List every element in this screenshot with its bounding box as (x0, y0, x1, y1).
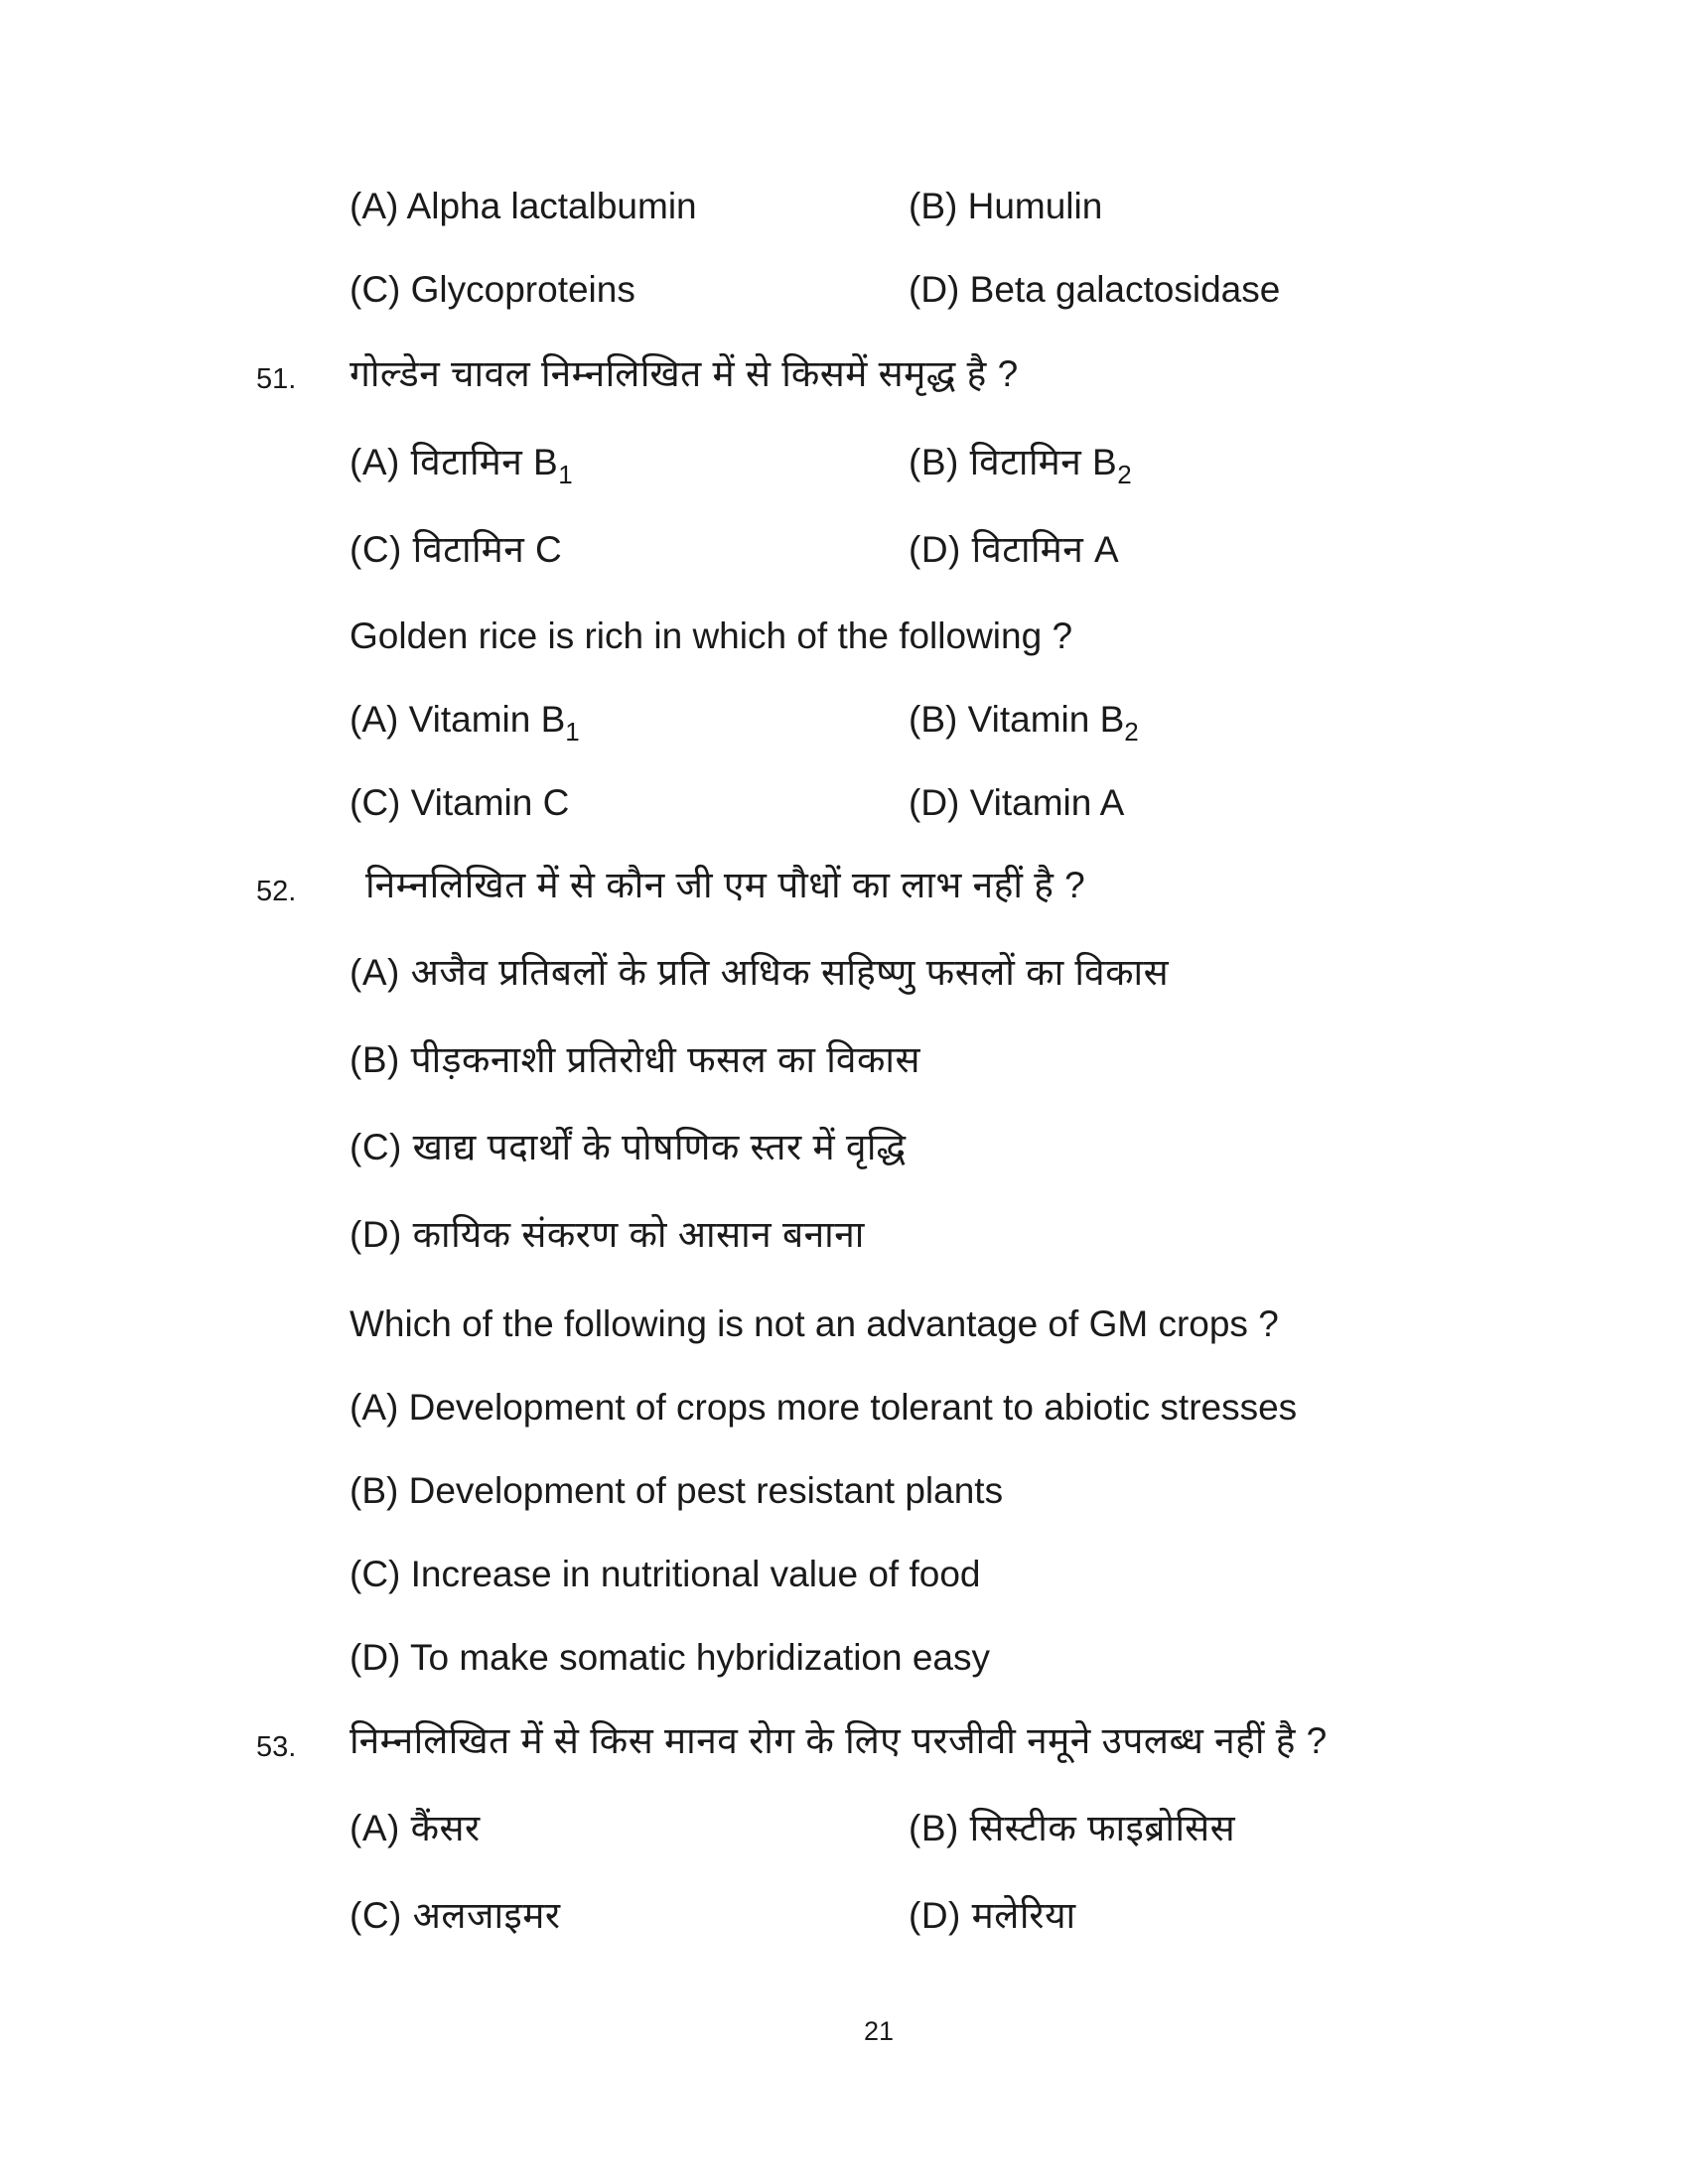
q52-english-option-b: (B) Development of pest resistant plants (350, 1470, 1004, 1511)
q53-question-hindi: निम्नलिखित में से किस मानव रोग के लिए परजीवी नमूने उपलब्ध नहीं है ? (350, 1720, 1328, 1761)
q52-question-english: Which of the following is not an advantage of GM crops ? (350, 1303, 1279, 1344)
q52-english-option-a: (A) Development of crops more tolerant to abiotic stresses (350, 1387, 1298, 1428)
q53-hindi-option-d: (D) मलेरिया (909, 1895, 1076, 1936)
q51-hindi-option-d: (D) विटामिन A (909, 529, 1120, 570)
q51-english-option-b: (B) Vitamin $B_2$ (909, 699, 1139, 747)
q53-number: 53. (256, 1731, 297, 1763)
q52-question-hindi: निम्नलिखित में से कौन जी एम पौधों का लाभ नहीं है ? (365, 865, 1086, 905)
q53-hindi-option-b: (B) सिस्टीक फाइब्रोसिस (909, 1808, 1236, 1848)
q52-hindi-option-d: (D) कायिक संकरण को आसान बनाना (350, 1214, 865, 1255)
page-number: 21 (863, 2016, 895, 2046)
q51-question-english: Golden rice is rich in which of the following ? (350, 615, 1073, 656)
q51-english-option-c: (C) Vitamin C (350, 782, 570, 823)
q50-option-b: (B) Humulin (909, 186, 1103, 226)
q52-english-option-d: (D) To make somatic hybridization easy (350, 1637, 991, 1678)
q51-number: 51. (256, 363, 297, 395)
q51-hindi-option-a: (A) विटामिन $B_1$ (350, 442, 574, 489)
q50-option-a: (A) Alpha lactalbumin (350, 186, 697, 226)
q52-hindi-option-b: (B) पीड़कनाशी प्रतिरोधी फसल का विकास (350, 1039, 920, 1080)
q51-hindi-option-c: (C) विटामिन C (350, 529, 563, 570)
q52-number: 52. (256, 876, 297, 907)
q52-english-option-c: (C) Increase in nutritional value of food (350, 1554, 981, 1594)
q52-hindi-option-c: (C) खाद्य पदार्थों के पोषणिक स्तर में वृद्धि (350, 1127, 907, 1167)
q51-english-option-a: (A) Vitamin $B_1$ (350, 699, 580, 747)
q50-option-d: (D) Beta galactosidase (909, 269, 1281, 310)
q51-hindi-option-b: (B) विटामिन $B_2$ (909, 442, 1133, 489)
q53-hindi-option-c: (C) अलजाइमर (350, 1895, 561, 1936)
q51-question-hindi: गोल्डेन चावल निम्नलिखित में से किसमें समृद्ध है ? (350, 353, 1019, 394)
q52-hindi-option-a: (A) अजैव प्रतिबलों के प्रति अधिक सहिष्णु फसलों का विकास (350, 952, 1170, 993)
q53-hindi-option-a: (A) कैंसर (350, 1808, 481, 1848)
q50-option-c: (C) Glycoproteins (350, 269, 635, 310)
q51-english-option-d: (D) Vitamin A (909, 782, 1125, 823)
